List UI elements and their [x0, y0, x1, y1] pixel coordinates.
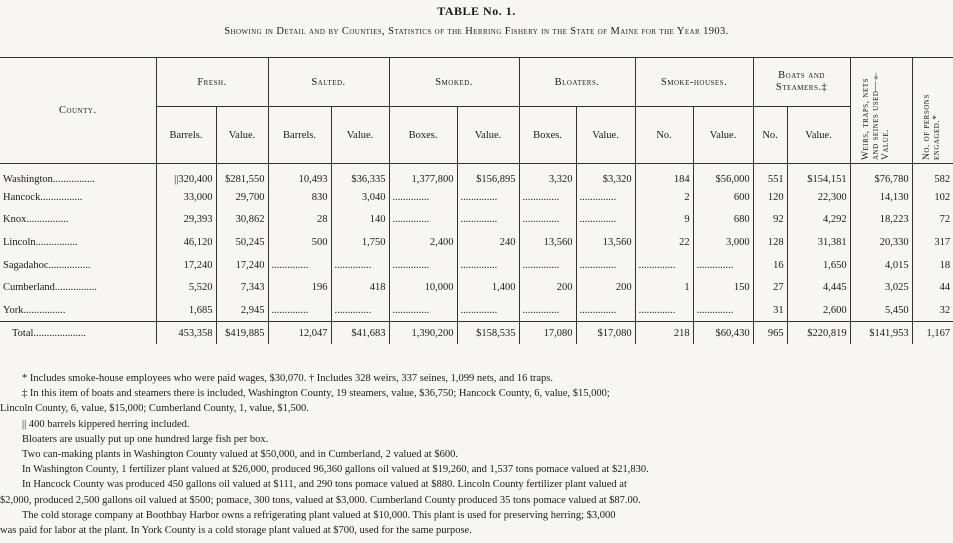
data-cell: $41,683 [331, 322, 389, 345]
data-cell: .............. [389, 254, 457, 277]
data-cell: $220,819 [787, 322, 850, 345]
data-cell: $156,895 [457, 164, 519, 187]
footnote: $2,000, produced 2,500 gallons oil valued at $500; pomace, 300 tons, valued at $3,000. Cumberland County produced 35 tons pomace valued at $87.00. [0, 494, 641, 506]
table-row [0, 186, 953, 209]
data-cell: 200 [519, 276, 576, 299]
data-cell: 1,377,800 [389, 164, 457, 187]
data-cell: 44 [912, 276, 953, 299]
data-cell: .............. [519, 299, 576, 322]
data-cell: 551 [753, 164, 787, 187]
header-persons [912, 58, 953, 164]
data-cell: 18 [912, 254, 953, 277]
data-cell: 20,330 [850, 231, 912, 254]
table-row [0, 231, 953, 254]
subheader: Boxes. [389, 107, 457, 164]
data-cell: 10,000 [389, 276, 457, 299]
data-cell: 1,685 [156, 299, 216, 322]
data-cell: 200 [576, 276, 635, 299]
footnote: ‡ In this item of boats and steamers there is included, Washington County, 19 steamers, value, $36,750; Hancock County, 6, value, $15,000; [22, 388, 610, 400]
data-cell: 418 [331, 276, 389, 299]
data-cell: .............. [268, 254, 331, 277]
data-cell: 2,400 [389, 231, 457, 254]
data-cell: .............. [457, 299, 519, 322]
county-name: Cumberland [3, 282, 55, 294]
data-cell: $3,320 [576, 164, 635, 187]
data-cell: 13,560 [519, 231, 576, 254]
data-cell: 500 [268, 231, 331, 254]
data-cell: $17,080 [576, 322, 635, 345]
data-cell: 1,400 [457, 276, 519, 299]
data-cell: 33,000 [156, 186, 216, 209]
data-cell: 32 [912, 299, 953, 322]
data-cell: 17,240 [216, 254, 268, 277]
header-group-bloaters: Bloaters. [519, 58, 635, 107]
county-cell: Hancock................ [3, 191, 83, 203]
data-cell: $56,000 [693, 164, 753, 187]
data-cell: .............. [519, 209, 576, 232]
data-cell: .............. [576, 186, 635, 209]
data-cell: 72 [912, 209, 953, 232]
table-title: TABLE No. 1. [437, 4, 516, 18]
data-cell: 31,381 [787, 231, 850, 254]
county-name: Lincoln [3, 237, 36, 249]
table-row [0, 164, 953, 187]
data-cell: 1 [635, 276, 693, 299]
data-cell: 317 [912, 231, 953, 254]
table-row [0, 209, 953, 232]
subheader: No. [753, 107, 787, 164]
data-cell: 17,080 [519, 322, 576, 345]
data-cell: .............. [635, 254, 693, 277]
data-cell: 150 [693, 276, 753, 299]
data-cell: 30,862 [216, 209, 268, 232]
data-cell: 965 [753, 322, 787, 345]
footnote: * Includes smoke-house employees who were paid wages, $30,070. † Includes 328 weirs, 337 seines, 1,099 nets, and 16 traps. [22, 373, 554, 384]
data-cell: $281,550 [216, 164, 268, 187]
table-subtitle: Showing in Detail and by Counties, Statistics of the Herring Fishery in the State of Maine for the Year 1903. [224, 26, 729, 37]
data-cell: 16 [753, 254, 787, 277]
data-cell: 22,300 [787, 186, 850, 209]
data-cell: 9 [635, 209, 693, 232]
data-cell: 3,025 [850, 276, 912, 299]
data-cell: .............. [331, 299, 389, 322]
data-cell: 4,445 [787, 276, 850, 299]
subheader: Value. [457, 107, 519, 164]
data-cell: $419,885 [216, 322, 268, 345]
header-group-fresh: Fresh. [156, 58, 268, 107]
data-cell: 240 [457, 231, 519, 254]
data-cell: 27 [753, 276, 787, 299]
data-cell: 680 [693, 209, 753, 232]
subheader: Value. [216, 107, 268, 164]
table-body [0, 164, 953, 345]
data-cell: $76,780 [850, 164, 912, 187]
data-cell: 28 [268, 209, 331, 232]
data-cell: 92 [753, 209, 787, 232]
data-cell: 17,240 [156, 254, 216, 277]
header-weirs [850, 58, 912, 164]
total-row [0, 322, 953, 345]
data-cell: 120 [753, 186, 787, 209]
data-cell: 2,600 [787, 299, 850, 322]
county-name: Washington [3, 173, 53, 185]
data-cell: .............. [389, 299, 457, 322]
data-cell: .............. [693, 254, 753, 277]
data-cell: 582 [912, 164, 953, 187]
data-cell: ||320,400 [156, 164, 216, 187]
county-name: Sagadahoc [3, 259, 49, 271]
data-cell: 3,040 [331, 186, 389, 209]
data-cell: 4,292 [787, 209, 850, 232]
data-cell: 830 [268, 186, 331, 209]
county-cell: Knox................ [3, 214, 69, 226]
data-cell: 453,358 [156, 322, 216, 345]
county-name: Total [12, 327, 34, 339]
data-cell: 1,650 [787, 254, 850, 277]
data-cell: 218 [635, 322, 693, 345]
data-cell: .............. [389, 209, 457, 232]
table-row [0, 299, 953, 322]
data-cell: .............. [331, 254, 389, 277]
data-cell: .............. [576, 209, 635, 232]
data-cell: 3,320 [519, 164, 576, 187]
data-cell: 600 [693, 186, 753, 209]
data-cell: 12,047 [268, 322, 331, 345]
data-cell: 102 [912, 186, 953, 209]
data-cell: 140 [331, 209, 389, 232]
footnote: The cold storage company at Boothbay Harbor owns a refrigerating plant valued at $10,000. This plant is used for preserving herring; $3,000 [22, 509, 616, 521]
subheader: Barrels. [156, 107, 216, 164]
footnote: In Hancock County was produced 450 gallons oil valued at $111, and 290 tons pomace valued at $880. Lincoln County fertilizer plant valued at [22, 479, 627, 491]
data-cell: 22 [635, 231, 693, 254]
footnote: Two can-making plants in Washington County valued at $50,000, and in Cumberland, 2 valued at $600. [22, 449, 458, 461]
header-group-salted: Salted. [268, 58, 389, 107]
county-cell: York................ [3, 304, 66, 316]
table-row [0, 254, 953, 277]
data-cell: 2,945 [216, 299, 268, 322]
data-cell: 29,393 [156, 209, 216, 232]
data-cell: 18,223 [850, 209, 912, 232]
subheader: Value. [787, 107, 850, 164]
subheader: No. [635, 107, 693, 164]
data-cell: .............. [635, 299, 693, 322]
data-cell: $154,151 [787, 164, 850, 187]
subheader: Boxes. [519, 107, 576, 164]
data-cell: .............. [389, 186, 457, 209]
data-cell: 1,390,200 [389, 322, 457, 345]
data-cell: 128 [753, 231, 787, 254]
header-weirs-label: Weirs, traps, nets and seines used—† Value. [861, 69, 892, 160]
subheader: Barrels. [268, 107, 331, 164]
county-cell: Sagadahoc................ [3, 259, 91, 271]
data-cell: 4,015 [850, 254, 912, 277]
data-cell: $60,430 [693, 322, 753, 345]
county-cell: Washington................ [3, 173, 95, 185]
footnote: || 400 barrels kippered herring included. [22, 418, 190, 430]
data-cell: .............. [576, 299, 635, 322]
data-cell: .............. [576, 254, 635, 277]
footnote: In Washington County, 1 fertilizer plant valued at $26,000, produced 96,360 gallons oil valued at $19,260, and 1,537 tons pomace valued at $21,830. [22, 464, 649, 476]
data-cell: 29,700 [216, 186, 268, 209]
data-cell: .............. [519, 254, 576, 277]
data-cell: 14,130 [850, 186, 912, 209]
data-cell: .............. [268, 299, 331, 322]
data-cell: .............. [693, 299, 753, 322]
footnotes [0, 371, 953, 538]
footnote: was paid for labor at the plant. In York County is a cold storage plant valued at $700, used for the same purpose. [0, 525, 472, 537]
data-cell: 5,520 [156, 276, 216, 299]
subheader: Value. [693, 107, 753, 164]
data-cell: 2 [635, 186, 693, 209]
county-name: York [3, 304, 24, 316]
subheader: Value. [331, 107, 389, 164]
header-group-smoke-houses: Smoke-houses. [635, 58, 753, 107]
herring-statistics-table [0, 57, 953, 344]
footnote: Lincoln County, 6, value, $15,000; Cumberland County, 1, value, $1,500. [0, 403, 309, 415]
county-cell: Lincoln................ [3, 237, 78, 249]
header-group-boats: Boats and Steamers.‡ [753, 58, 850, 107]
data-cell: 46,120 [156, 231, 216, 254]
data-cell: $158,535 [457, 322, 519, 345]
county-name: Knox [3, 214, 27, 226]
data-cell: 5,450 [850, 299, 912, 322]
header-group-smoked: Smoked. [389, 58, 519, 107]
data-cell: 7,343 [216, 276, 268, 299]
data-cell: 1,750 [331, 231, 389, 254]
data-cell: 196 [268, 276, 331, 299]
data-cell: 184 [635, 164, 693, 187]
data-cell: $141,953 [850, 322, 912, 345]
table-row [0, 276, 953, 299]
data-cell: .............. [457, 254, 519, 277]
data-cell: .............. [457, 186, 519, 209]
data-cell: .............. [457, 209, 519, 232]
data-cell: 50,245 [216, 231, 268, 254]
county-name: Hancock [3, 191, 41, 203]
county-cell: Cumberland................ [3, 282, 97, 294]
data-cell: 1,167 [912, 322, 953, 345]
subheader: Value. [576, 107, 635, 164]
data-cell: .............. [519, 186, 576, 209]
county-cell: Total.................... [0, 322, 156, 345]
data-cell: $36,335 [331, 164, 389, 187]
data-cell: 3,000 [693, 231, 753, 254]
data-cell: 13,560 [576, 231, 635, 254]
data-cell: 31 [753, 299, 787, 322]
header-persons-label: No. of persons engaged.* [921, 93, 942, 160]
data-cell: 10,493 [268, 164, 331, 187]
footnote: Bloaters are usually put up one hundred large fish per box. [22, 433, 269, 445]
header-county: County. [0, 58, 156, 164]
